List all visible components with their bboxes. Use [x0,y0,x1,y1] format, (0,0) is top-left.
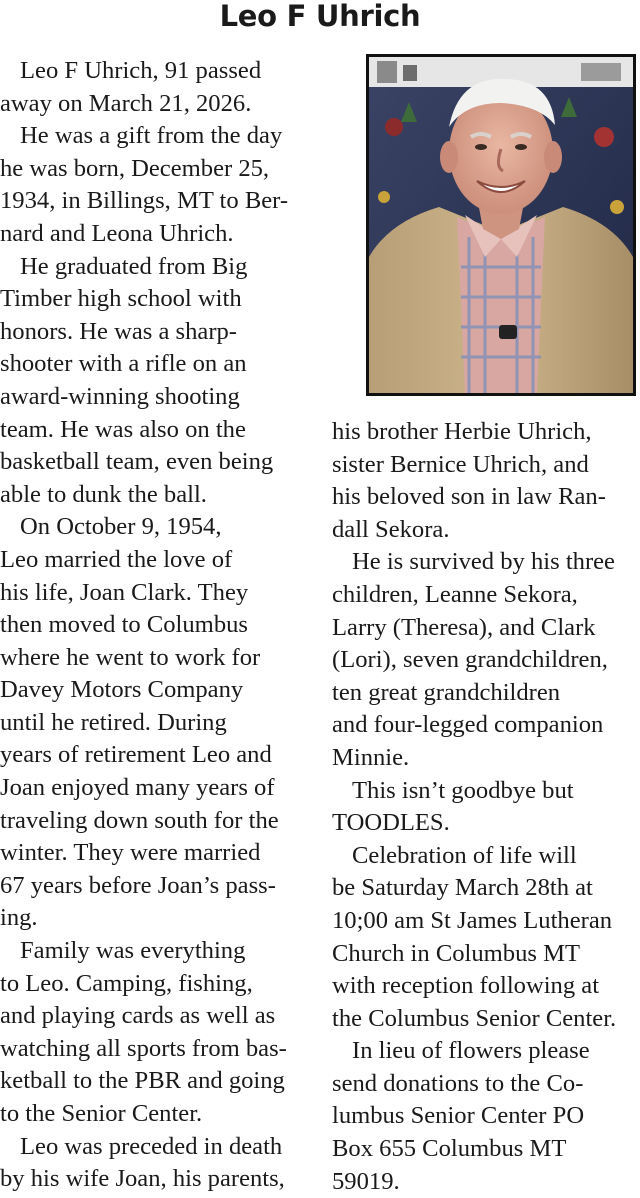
text-line: Joan enjoyed many years of [0,774,275,802]
text-line: Family was everything [20,937,246,965]
paragraph [0,251,312,512]
text-line: Leo was preceded in death [20,1132,283,1160]
paragraph [0,1131,312,1196]
text-line: team. He was also on the [0,415,246,443]
paragraph [332,416,640,546]
text-line: with reception following at [332,972,600,1000]
text-line: children, Leanne Sekora, [332,580,578,608]
text-line: able to dunk the ball. [0,480,207,508]
text-line: Celebration of life will [352,841,577,869]
text-line: watching all sports from bas- [0,1034,287,1062]
text-line: until he retired. During [0,708,227,736]
text-line: send donations to the Co- [332,1069,584,1097]
paragraph [332,775,640,840]
text-line: Box 655 Columbus MT [332,1135,567,1163]
paragraph [0,55,312,120]
text-line: his beloved son in law Ran- [332,483,606,511]
text-line: winter. They were married [0,839,261,867]
text-line: by his wife Joan, his parents, [0,1165,285,1193]
text-line: (Lori), seven grandchildren, [332,646,608,674]
text-line: basketball team, even being [0,448,274,476]
text-line: to the Senior Center. [0,1100,203,1127]
text-line: Davey Motors Company [0,676,244,704]
paragraph [332,840,640,1036]
text-line: nard and Leona Uhrich. [0,219,234,247]
text-line: In lieu of flowers please [352,1037,590,1065]
paragraph [0,120,312,250]
paragraph [332,1035,640,1198]
text-line: 67 years before Joan’s pass- [0,871,276,899]
right-text-column [332,416,640,1198]
text-line: traveling down south for the [0,806,279,834]
text-line: 10;00 am St James Lutheran [332,906,613,934]
text-line: Timber high school with [0,285,242,313]
text-line: He is survived by his three [352,548,615,576]
text-line: ketball to the PBR and going [0,1067,285,1095]
paragraph [0,935,312,1131]
text-line: he was born, December 25, [0,154,270,182]
text-line: Leo married the love of [0,545,233,573]
text-line: He graduated from Big [20,252,248,280]
text-line: Minnie. [332,743,410,771]
paragraph [332,546,640,774]
text-line: ten great grandchildren [332,678,561,706]
text-line: Larry (Theresa), and Clark [332,613,596,641]
obituary-title: Leo F Uhrich [219,0,421,33]
text-line: his brother Herbie Uhrich, [332,418,592,445]
text-line: the Columbus Senior Center. [332,1004,617,1032]
text-line: shooter with a rifle on an [0,350,247,378]
text-line: 59019. [332,1167,400,1195]
text-line: Church in Columbus MT [332,939,580,967]
text-line: his life, Joan Clark. They [0,578,249,606]
text-line: then moved to Columbus [0,611,248,639]
text-line: award-winning shooting [0,382,240,410]
text-line: He was a gift from the day [20,122,283,150]
portrait-photo [366,54,636,396]
text-line: ing. [0,904,38,932]
text-line: honors. He was a sharp- [0,317,237,345]
text-line: dall Sekora. [332,515,450,543]
text-line: be Saturday March 28th at [332,874,593,902]
text-line: and playing cards as well as [0,1002,276,1030]
text-line: years of retirement Leo and [0,741,272,769]
text-line: This isn’t goodbye but [352,776,574,804]
text-line: lumbus Senior Center PO [332,1102,585,1130]
left-text-column [0,55,312,1196]
text-line: to Leo. Camping, fishing, [0,969,253,997]
text-line: sister Bernice Uhrich, and [332,450,589,478]
text-line: 1934, in Billings, MT to Ber- [0,187,289,215]
text-line: and four-legged companion [332,711,604,739]
text-line: Leo F Uhrich, 91 passed [20,57,262,84]
text-line: TOODLES. [332,809,450,837]
text-line: away on March 21, 2026. [0,89,252,117]
paragraph [0,511,312,935]
text-line: On October 9, 1954, [20,513,222,541]
text-line: where he went to work for [0,643,261,671]
